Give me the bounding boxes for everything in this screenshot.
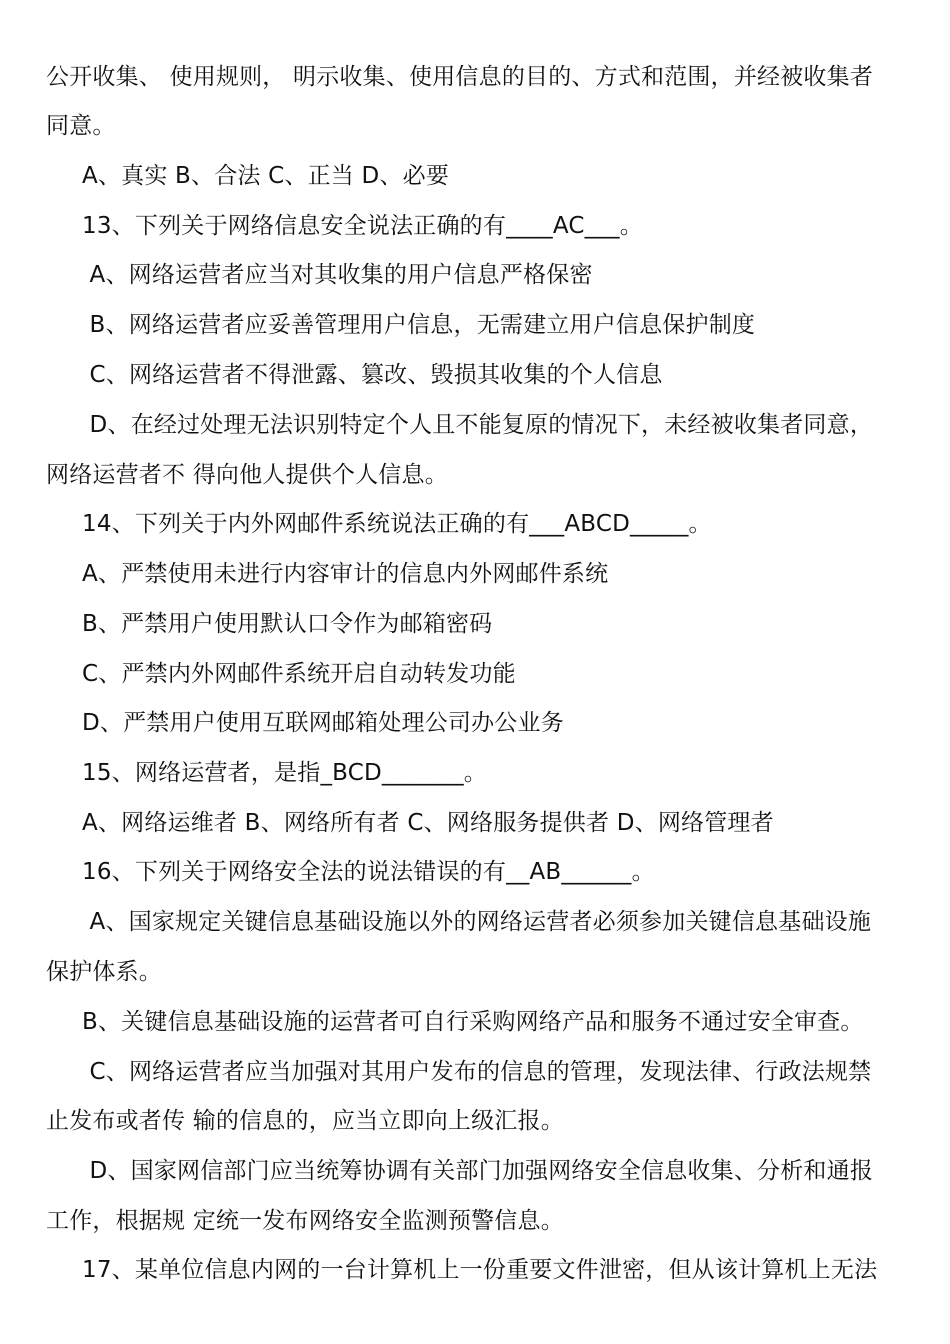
option-line: C、网络运营者应当加强对其用户发布的信息的管理，发现法律、行政法规禁 — [82, 1059, 872, 1085]
option-line: C、严禁内外网邮件系统开启自动转发功能 — [82, 661, 516, 687]
option-line: D、严禁用户使用互联网邮箱处理公司办公业务 — [82, 710, 564, 736]
question-17: 17、某单位信息内网的一台计算机上一份重要文件泄密，但从该计算机上无法 — [82, 1257, 878, 1283]
option-line: A、国家规定关键信息基础设施以外的网络运营者必须参加关键信息基础设施 — [82, 909, 872, 935]
text-line: 止发布或者传 输的信息的，应当立即向上级汇报。 — [46, 1108, 564, 1134]
question-14: 14、下列关于内外网邮件系统说法正确的有___ABCD_____。 — [82, 511, 712, 537]
text-line: 公开收集、 使用规则， 明示收集、使用信息的目的、方式和范围，并经被收集者 — [46, 64, 874, 90]
option-line: B、网络运营者应妥善管理用户信息，无需建立用户信息保护制度 — [82, 312, 756, 338]
text-line: 工作，根据规 定统一发布网络安全监测预警信息。 — [46, 1208, 564, 1234]
option-line: B、关键信息基础设施的运营者可自行采购网络产品和服务不通过安全审查。 — [82, 1009, 864, 1035]
option-line: D、国家网信部门应当统筹协调有关部门加强网络安全信息收集、分析和通报 — [82, 1158, 874, 1184]
option-line: D、在经过处理无法识别特定个人且不能复原的情况下，未经被收集者同意， — [82, 412, 874, 438]
option-line: A、网络运营者应当对其收集的用户信息严格保密 — [82, 262, 593, 288]
option-line: A、严禁使用未进行内容审计的信息内外网邮件系统 — [82, 561, 609, 587]
option-line: A、网络运维者 B、网络所有者 C、网络服务提供者 D、网络管理者 — [82, 810, 774, 836]
option-line: A、真实 B、合法 C、正当 D、必要 — [82, 163, 450, 189]
question-16: 16、下列关于网络安全法的说法错误的有__AB______。 — [82, 859, 655, 885]
option-line: C、网络运营者不得泄露、篡改、毁损其收集的个人信息 — [82, 362, 663, 388]
question-15: 15、网络运营者，是指_BCD_______。 — [82, 760, 488, 786]
text-line: 网络运营者不 得向他人提供个人信息。 — [46, 462, 448, 488]
option-line: B、严禁用户使用默认口令作为邮箱密码 — [82, 611, 493, 637]
text-line: 同意。 — [46, 113, 116, 139]
text-line: 保护体系。 — [46, 959, 162, 985]
question-13: 13、下列关于网络信息安全说法正确的有____AC___。 — [82, 213, 643, 239]
